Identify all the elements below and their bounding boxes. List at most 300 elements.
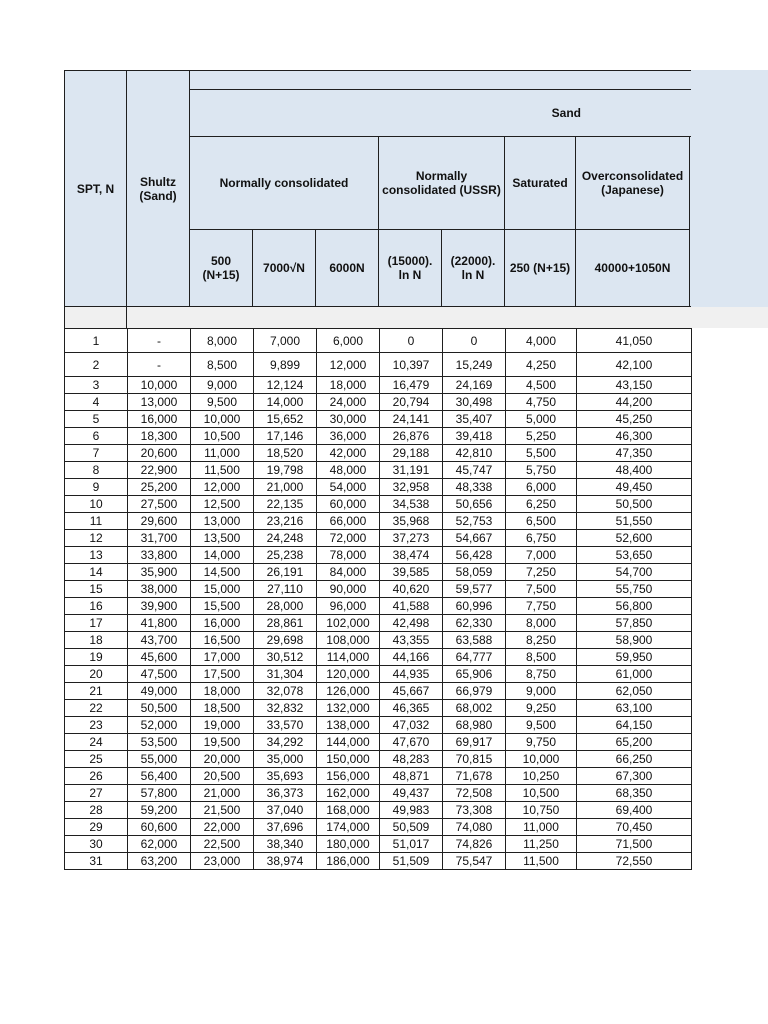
table-cell: 10,500 [191, 428, 254, 445]
header-formula-5-label: (22000). ln N [450, 254, 496, 282]
table-cell: 9,500 [191, 394, 254, 411]
table-cell: 27,110 [254, 581, 317, 598]
table-cell: 62,050 [577, 683, 692, 700]
table-cell: 11,000 [191, 445, 254, 462]
table-cell: 150,000 [317, 751, 380, 768]
table-cell: 39,900 [128, 598, 191, 615]
table-cell: 35,693 [254, 768, 317, 785]
table-cell: 26,191 [254, 564, 317, 581]
table-cell: 23,216 [254, 513, 317, 530]
table-cell: 59,577 [443, 581, 506, 598]
table-cell: 4,250 [506, 353, 577, 377]
table-cell: 37,040 [254, 802, 317, 819]
table-cell: 27 [65, 785, 128, 802]
table-cell: 0 [380, 329, 443, 353]
table-cell: 30,000 [317, 411, 380, 428]
table-cell: 45,600 [128, 649, 191, 666]
table-row [65, 768, 692, 785]
table-cell: 28,000 [254, 598, 317, 615]
table-cell: 54,000 [317, 479, 380, 496]
table-cell: 10,000 [128, 377, 191, 394]
table-row [65, 734, 692, 751]
header-formula-4-label: (15000). ln N [387, 254, 433, 282]
table-cell: 34,292 [254, 734, 317, 751]
table-cell: 66,000 [317, 513, 380, 530]
table-cell: 19 [65, 649, 128, 666]
table-cell: 11,250 [506, 836, 577, 853]
table-cell: 132,000 [317, 700, 380, 717]
table-cell: 7,000 [506, 547, 577, 564]
table-cell: 37,696 [254, 819, 317, 836]
table-row [65, 479, 692, 496]
table-cell: 43,700 [128, 632, 191, 649]
table-cell: 11,000 [506, 819, 577, 836]
header-formula-6 [504, 229, 576, 307]
table-cell: 44,935 [380, 666, 443, 683]
table-cell: 8,250 [506, 632, 577, 649]
table-cell: 24,141 [380, 411, 443, 428]
table-cell: 54,700 [577, 564, 692, 581]
table-cell: 32,832 [254, 700, 317, 717]
table-cell: 47,350 [577, 445, 692, 462]
table-row [65, 462, 692, 479]
table-cell: 144,000 [317, 734, 380, 751]
table-cell: 9,750 [506, 734, 577, 751]
table-cell: 8,500 [191, 353, 254, 377]
table-cell: 13,000 [128, 394, 191, 411]
header-nc-ussr-label: Normally consolidated (USSR) [382, 169, 501, 197]
table-cell: 10 [65, 496, 128, 513]
table-row [65, 700, 692, 717]
table-cell: 53,650 [577, 547, 692, 564]
table-cell: 72,508 [443, 785, 506, 802]
header-shultz-label: Shultz (Sand) [139, 174, 177, 203]
header-formula-4 [378, 229, 442, 307]
table-cell: 58,900 [577, 632, 692, 649]
table-cell: 67,300 [577, 768, 692, 785]
table-cell: 6,500 [506, 513, 577, 530]
table-row [65, 445, 692, 462]
table-cell: 18 [65, 632, 128, 649]
table-cell: 71,500 [577, 836, 692, 853]
table-cell: 8,500 [506, 649, 577, 666]
table-cell: 62,000 [128, 836, 191, 853]
table-cell: 47,500 [128, 666, 191, 683]
table-cell: 24,000 [317, 394, 380, 411]
table-cell: 1 [65, 329, 128, 353]
table-cell: 16,000 [128, 411, 191, 428]
table-cell: 4,750 [506, 394, 577, 411]
table-cell: 31 [65, 853, 128, 870]
table-row [65, 530, 692, 547]
table-row [65, 717, 692, 734]
table-cell: 20,794 [380, 394, 443, 411]
table-cell: 53,500 [128, 734, 191, 751]
header-overconsolidated [575, 136, 690, 230]
table-cell: 5,750 [506, 462, 577, 479]
table-cell: 14,500 [191, 564, 254, 581]
table-cell: 16,479 [380, 377, 443, 394]
header-normally-consolidated-label: Normally consolidated [219, 176, 349, 190]
table-cell: 44,200 [577, 394, 692, 411]
table-cell: 7 [65, 445, 128, 462]
table-cell: 48,283 [380, 751, 443, 768]
table-cell: 26,876 [380, 428, 443, 445]
table-cell: 34,538 [380, 496, 443, 513]
table-cell: 63,100 [577, 700, 692, 717]
table-cell: 29,698 [254, 632, 317, 649]
table-cell: 4 [65, 394, 128, 411]
separator-cell-1 [64, 306, 127, 329]
table-cell: 49,983 [380, 802, 443, 819]
header-sand [189, 89, 691, 137]
table-cell: 7,000 [254, 329, 317, 353]
table-cell: 21 [65, 683, 128, 700]
table-row [65, 377, 692, 394]
table-cell: 19,798 [254, 462, 317, 479]
table-cell: 17,500 [191, 666, 254, 683]
header-overconsolidated-label: Overconsolidated (Japanese) [581, 169, 684, 197]
separator-cell-2 [126, 306, 691, 329]
table-cell: 5,500 [506, 445, 577, 462]
table-cell: 16 [65, 598, 128, 615]
table-row [65, 683, 692, 700]
table-cell: 44,166 [380, 649, 443, 666]
table-cell: 180,000 [317, 836, 380, 853]
table-cell: 51,509 [380, 853, 443, 870]
table-cell: 9,000 [191, 377, 254, 394]
table-cell: 15,652 [254, 411, 317, 428]
table-cell: 17 [65, 615, 128, 632]
table-row [65, 581, 692, 598]
table-cell: 31,304 [254, 666, 317, 683]
table-cell: 52,753 [443, 513, 506, 530]
header-saturated [504, 136, 576, 230]
table-cell: 20,000 [191, 751, 254, 768]
table-cell: 39,418 [443, 428, 506, 445]
table-cell: 61,000 [577, 666, 692, 683]
table-cell: 35,000 [254, 751, 317, 768]
header-formula-7 [575, 229, 690, 307]
table-cell: 62,330 [443, 615, 506, 632]
table-cell: 32,958 [380, 479, 443, 496]
header-sand-label: Sand [551, 106, 581, 120]
table-cell: 6,000 [506, 479, 577, 496]
table-cell: 126,000 [317, 683, 380, 700]
table-cell: 39,585 [380, 564, 443, 581]
table-cell: 60,996 [443, 598, 506, 615]
table-cell: 15 [65, 581, 128, 598]
table-cell: 2 [65, 353, 128, 377]
table-cell: 45,747 [443, 462, 506, 479]
table-cell: 15,000 [191, 581, 254, 598]
table-cell: 50,656 [443, 496, 506, 513]
table-cell: 55,750 [577, 581, 692, 598]
header-normally-consolidated [189, 136, 379, 230]
table-cell: 63,588 [443, 632, 506, 649]
table-cell: 3 [65, 377, 128, 394]
table-cell: 43,150 [577, 377, 692, 394]
table-cell: 54,667 [443, 530, 506, 547]
table-cell: 10,250 [506, 768, 577, 785]
table-cell: 29,600 [128, 513, 191, 530]
table-cell: 47,670 [380, 734, 443, 751]
table-cell: 22,500 [191, 836, 254, 853]
table-cell: 13,500 [191, 530, 254, 547]
table-cell: 68,002 [443, 700, 506, 717]
table-row [65, 564, 692, 581]
table-cell: 7,250 [506, 564, 577, 581]
table-cell: 48,400 [577, 462, 692, 479]
table-cell: 8 [65, 462, 128, 479]
table-cell: 38,474 [380, 547, 443, 564]
table-cell: 24 [65, 734, 128, 751]
table-cell: 9,500 [506, 717, 577, 734]
table-cell: 22,135 [254, 496, 317, 513]
table-cell: 12,000 [191, 479, 254, 496]
table-cell: 5,000 [506, 411, 577, 428]
table-cell: 66,250 [577, 751, 692, 768]
table-cell: 68,980 [443, 717, 506, 734]
table-cell: 84,000 [317, 564, 380, 581]
table-cell: 64,150 [577, 717, 692, 734]
table-cell: 6 [65, 428, 128, 445]
table-cell: 40,620 [380, 581, 443, 598]
table-cell: 33,570 [254, 717, 317, 734]
table-row [65, 666, 692, 683]
header-formula-3-label: 6000N [329, 261, 365, 275]
table-cell: 96,000 [317, 598, 380, 615]
table-cell: 168,000 [317, 802, 380, 819]
table-cell: 42,810 [443, 445, 506, 462]
table-row [65, 785, 692, 802]
table-cell: 25 [65, 751, 128, 768]
table-cell: 156,000 [317, 768, 380, 785]
table-cell: 30,512 [254, 649, 317, 666]
table-cell: 15,500 [191, 598, 254, 615]
table-cell: 45,667 [380, 683, 443, 700]
header-top-strip [189, 70, 691, 90]
table-cell: 60,000 [317, 496, 380, 513]
table-row [65, 802, 692, 819]
table-cell: 23 [65, 717, 128, 734]
table-cell: 42,000 [317, 445, 380, 462]
table-cell: 58,059 [443, 564, 506, 581]
table-cell: 19,000 [191, 717, 254, 734]
table-cell: 25,238 [254, 547, 317, 564]
table-cell: 35,968 [380, 513, 443, 530]
header-formula-7-label: 40000+1050N [594, 261, 671, 275]
table-cell: 64,777 [443, 649, 506, 666]
data-table [64, 328, 692, 870]
table-cell: 38,000 [128, 581, 191, 598]
header-formula-3 [315, 229, 379, 307]
table-cell: 59,200 [128, 802, 191, 819]
table-cell: 50,500 [577, 496, 692, 513]
table-cell: 70,815 [443, 751, 506, 768]
table-cell: 15,249 [443, 353, 506, 377]
table-cell: 41,588 [380, 598, 443, 615]
table-cell: 28 [65, 802, 128, 819]
table-cell: 11 [65, 513, 128, 530]
table-cell: 28,861 [254, 615, 317, 632]
table-cell: 18,300 [128, 428, 191, 445]
table-row [65, 615, 692, 632]
table-row [65, 496, 692, 513]
table-cell: 6,250 [506, 496, 577, 513]
header-spt-label: SPT, N [76, 181, 115, 196]
table-cell: 47,032 [380, 717, 443, 734]
table-cell: 138,000 [317, 717, 380, 734]
table-cell: 8,000 [191, 329, 254, 353]
table-cell: 17,146 [254, 428, 317, 445]
table-row [65, 632, 692, 649]
table-cell: 30 [65, 836, 128, 853]
table-cell: 63,200 [128, 853, 191, 870]
header-formula-1-label: 500 (N+15) [202, 254, 240, 282]
table-cell: 4,500 [506, 377, 577, 394]
table-cell: 9,250 [506, 700, 577, 717]
header-formula-6-label: 250 (N+15) [509, 261, 571, 275]
table-cell: 38,974 [254, 853, 317, 870]
table-cell: 22 [65, 700, 128, 717]
table-cell: 10,000 [506, 751, 577, 768]
table-row [65, 329, 692, 353]
table-cell: 114,000 [317, 649, 380, 666]
table-cell: 6,000 [317, 329, 380, 353]
table-cell: 73,308 [443, 802, 506, 819]
table-row [65, 513, 692, 530]
header-normally-consolidated-ussr [378, 136, 505, 230]
table-cell: 11,500 [191, 462, 254, 479]
table-cell: 36,000 [317, 428, 380, 445]
table-cell: 13,000 [191, 513, 254, 530]
table-cell: 50,500 [128, 700, 191, 717]
table-cell: 48,871 [380, 768, 443, 785]
table-cell: 55,000 [128, 751, 191, 768]
table-cell: 20 [65, 666, 128, 683]
table-cell: 69,400 [577, 802, 692, 819]
header-formula-2 [252, 229, 316, 307]
table-cell: 6,750 [506, 530, 577, 547]
table-row [65, 394, 692, 411]
table-cell: 22,000 [191, 819, 254, 836]
table-row [65, 353, 692, 377]
table-cell: 32,078 [254, 683, 317, 700]
table-cell: 16,500 [191, 632, 254, 649]
table-cell: 65,200 [577, 734, 692, 751]
table-row [65, 751, 692, 768]
table-cell: 42,100 [577, 353, 692, 377]
table-cell: 52,000 [128, 717, 191, 734]
table-cell: 57,800 [128, 785, 191, 802]
table-cell: 174,000 [317, 819, 380, 836]
table-cell: 50,509 [380, 819, 443, 836]
table-cell: 21,500 [191, 802, 254, 819]
table-cell: 17,000 [191, 649, 254, 666]
table-cell: 5,250 [506, 428, 577, 445]
table-cell: 48,338 [443, 479, 506, 496]
table-cell: 37,273 [380, 530, 443, 547]
table-cell: 18,500 [191, 700, 254, 717]
table-cell: 57,850 [577, 615, 692, 632]
header-formula-5 [441, 229, 505, 307]
table-cell: 4,000 [506, 329, 577, 353]
table-cell: 22,900 [128, 462, 191, 479]
data-table-body [65, 329, 692, 870]
table-cell: 120,000 [317, 666, 380, 683]
table-cell: 35,407 [443, 411, 506, 428]
table-cell: 74,080 [443, 819, 506, 836]
table-cell: 90,000 [317, 581, 380, 598]
table-cell: 7,500 [506, 581, 577, 598]
table-cell: 30,498 [443, 394, 506, 411]
table-cell: 102,000 [317, 615, 380, 632]
table-cell: 29 [65, 819, 128, 836]
table-cell: 0 [443, 329, 506, 353]
table-row [65, 853, 692, 870]
table-cell: 9 [65, 479, 128, 496]
table-cell: 41,800 [128, 615, 191, 632]
table-cell: 70,450 [577, 819, 692, 836]
header-formula-2-label: 7000√N [263, 261, 305, 275]
table-cell: 11,500 [506, 853, 577, 870]
table-cell: 46,365 [380, 700, 443, 717]
table-cell: 35,900 [128, 564, 191, 581]
table-row [65, 411, 692, 428]
header-shultz [126, 70, 190, 307]
table-cell: 24,169 [443, 377, 506, 394]
table-row [65, 428, 692, 445]
table-cell: 43,355 [380, 632, 443, 649]
table-cell: 31,191 [380, 462, 443, 479]
table-row [65, 836, 692, 853]
table-cell: 46,300 [577, 428, 692, 445]
table-row [65, 598, 692, 615]
table-cell: 26 [65, 768, 128, 785]
table-cell: 12,000 [317, 353, 380, 377]
table-cell: 69,917 [443, 734, 506, 751]
table-cell: 59,950 [577, 649, 692, 666]
table-cell: 78,000 [317, 547, 380, 564]
table-cell: 7,750 [506, 598, 577, 615]
table-cell: 18,000 [317, 377, 380, 394]
table-cell: 33,800 [128, 547, 191, 564]
table-cell: 12,124 [254, 377, 317, 394]
table-cell: 75,547 [443, 853, 506, 870]
table-cell: 49,437 [380, 785, 443, 802]
table-cell: 12 [65, 530, 128, 547]
table-cell: 10,750 [506, 802, 577, 819]
table-cell: 21,000 [254, 479, 317, 496]
table-cell: 18,000 [191, 683, 254, 700]
table-cell: 186,000 [317, 853, 380, 870]
table-row [65, 649, 692, 666]
table-cell: 65,906 [443, 666, 506, 683]
table-cell: - [128, 329, 191, 353]
table-cell: 162,000 [317, 785, 380, 802]
table-cell: 49,000 [128, 683, 191, 700]
table-cell: 25,200 [128, 479, 191, 496]
table-cell: 51,017 [380, 836, 443, 853]
table-cell: 41,050 [577, 329, 692, 353]
table-cell: 8,000 [506, 615, 577, 632]
table-cell: 27,500 [128, 496, 191, 513]
table-cell: 51,550 [577, 513, 692, 530]
table-cell: 72,000 [317, 530, 380, 547]
table-cell: 9,000 [506, 683, 577, 700]
table-cell: 14,000 [191, 547, 254, 564]
